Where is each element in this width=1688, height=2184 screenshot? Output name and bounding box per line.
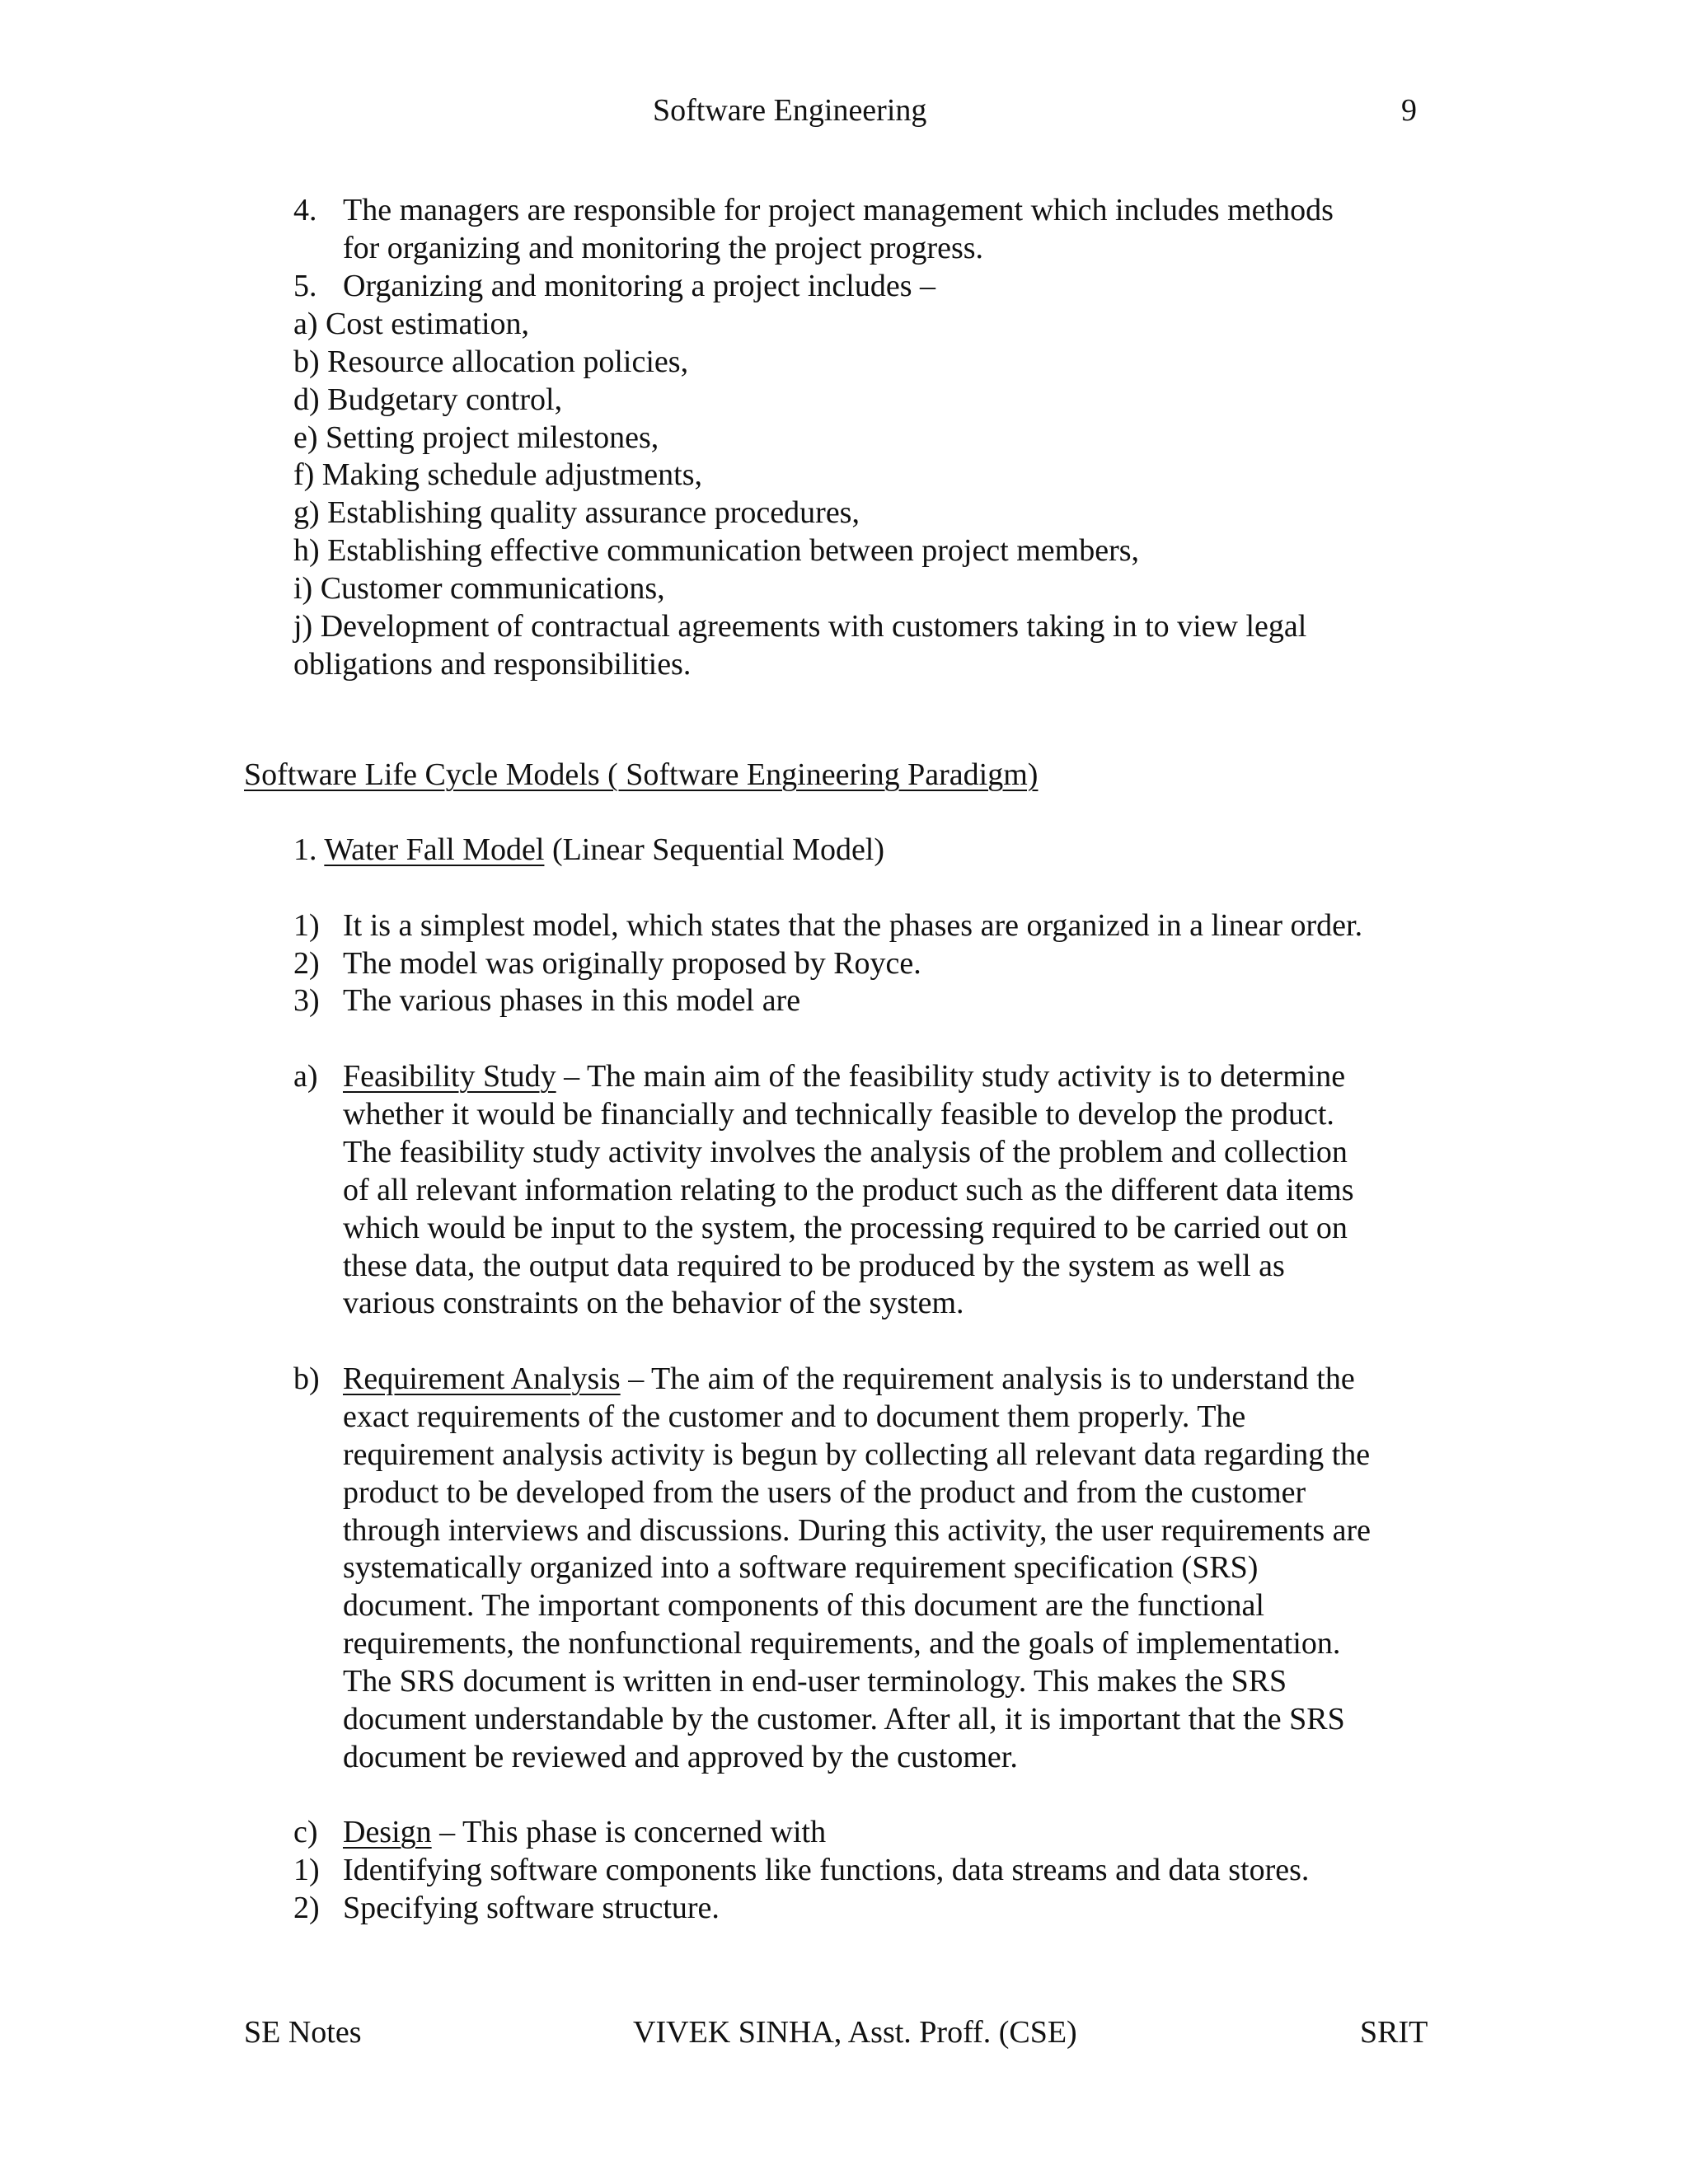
sub-item: f) Making schedule adjustments, [293,457,703,492]
footer-right: SRIT [1360,2015,1428,2050]
footer-center: VIVEK SINHA, Asst. Proff. (CSE) [633,2015,1077,2050]
phase-first-line [343,1813,826,1851]
phase-text: – The aim of the requirement analysis is to understand the [620,1361,1355,1396]
phase-line: document understandable by the customer. After all, it is important that the SRS [343,1702,1345,1736]
point-number: 2) [293,1891,320,1925]
phase-line: requirement analysis activity is begun by collecting all relevant data regarding the [343,1437,1371,1472]
sub-item: e) Setting project milestones, [293,420,659,455]
point-text: It is a simplest model, which states that the phases are organized in a linear order. [343,908,1363,943]
footer-left: SE Notes [244,2015,362,2050]
phase-first-line [343,1360,1355,1398]
phase-line: whether it would be financially and technically feasible to develop the product. [343,1097,1334,1132]
item-number: 4. [293,193,317,227]
phase-line: various constraints on the behavior of the system. [343,1286,964,1320]
phase-line: these data, the output data required to be produced by the system as well as [343,1249,1285,1283]
item-5-text: Organizing and monitoring a project includes – [343,269,936,303]
phase-label: c) [293,1815,318,1849]
phase-text: – This phase is concerned with [431,1815,827,1849]
phase-line: of all relevant information relating to the product such as the different data items [343,1173,1354,1207]
phase-line: requirements, the nonfunctional requirements, and the goals of implementation. [343,1626,1341,1661]
phase-line: document. The important components of this document are the functional [343,1588,1264,1623]
phase-line: which would be input to the system, the processing required to be carried out on [343,1211,1348,1245]
phase-line: document be reviewed and approved by the customer. [343,1740,1018,1774]
page-number: 9 [1401,93,1417,128]
phase-first-line [343,1057,1345,1095]
sub-item: i) Customer communications, [293,571,665,606]
point-text: Identifying software components like functions, data streams and data stores. [343,1853,1310,1887]
model-subtitle: (Linear Sequential Model) [544,832,885,867]
sub-item-continuation: obligations and responsibilities. [293,647,692,682]
phase-term: Requirement Analysis [343,1361,621,1396]
model-name: Water Fall Model [324,832,545,867]
sub-item: b) Resource allocation policies, [293,344,689,379]
phase-line: The SRS document is written in end-user terminology. This makes the SRS [343,1664,1287,1699]
phase-label: b) [293,1361,320,1396]
sub-item: g) Establishing quality assurance procedures, [293,495,860,530]
point-number: 1) [293,1853,320,1887]
model-prefix: 1. [293,832,317,867]
point-text: Specifying software structure. [343,1891,720,1925]
point-number: 2) [293,946,320,981]
phase-term: Feasibility Study [343,1059,556,1094]
section-heading: Software Life Cycle Models ( Software Engineering Paradigm) [244,757,1039,792]
phase-term: Design [343,1815,432,1849]
phase-text: – The main aim of the feasibility study activity is to determine [556,1059,1346,1094]
item-4-line-2: for organizing and monitoring the project progress. [343,231,984,265]
point-number: 3) [293,983,320,1018]
point-number: 1) [293,908,320,943]
phase-line: systematically organized into a software requirement specification (SRS) [343,1550,1259,1585]
phase-line: through interviews and discussions. During this activity, the user requirements are [343,1513,1372,1548]
phase-label: a) [293,1059,318,1094]
sub-item: h) Establishing effective communication between project members, [293,533,1140,568]
phase-line: exact requirements of the customer and to document them properly. The [343,1399,1246,1434]
sub-item: j) Development of contractual agreements with customers taking in to view legal [293,609,1307,644]
page-header-title: Software Engineering [653,93,927,128]
phase-line: The feasibility study activity involves the analysis of the problem and collection [343,1135,1348,1169]
point-text: The model was originally proposed by Royce. [343,946,921,981]
phase-line: product to be developed from the users of the product and from the customer [343,1475,1306,1510]
item-4-line-1: The managers are responsible for project management which includes methods [343,193,1334,227]
sub-item: a) Cost estimation, [293,307,530,341]
sub-item: d) Budgetary control, [293,382,563,417]
item-number: 5. [293,269,317,303]
model-title [293,831,884,869]
point-text: The various phases in this model are [343,983,801,1018]
